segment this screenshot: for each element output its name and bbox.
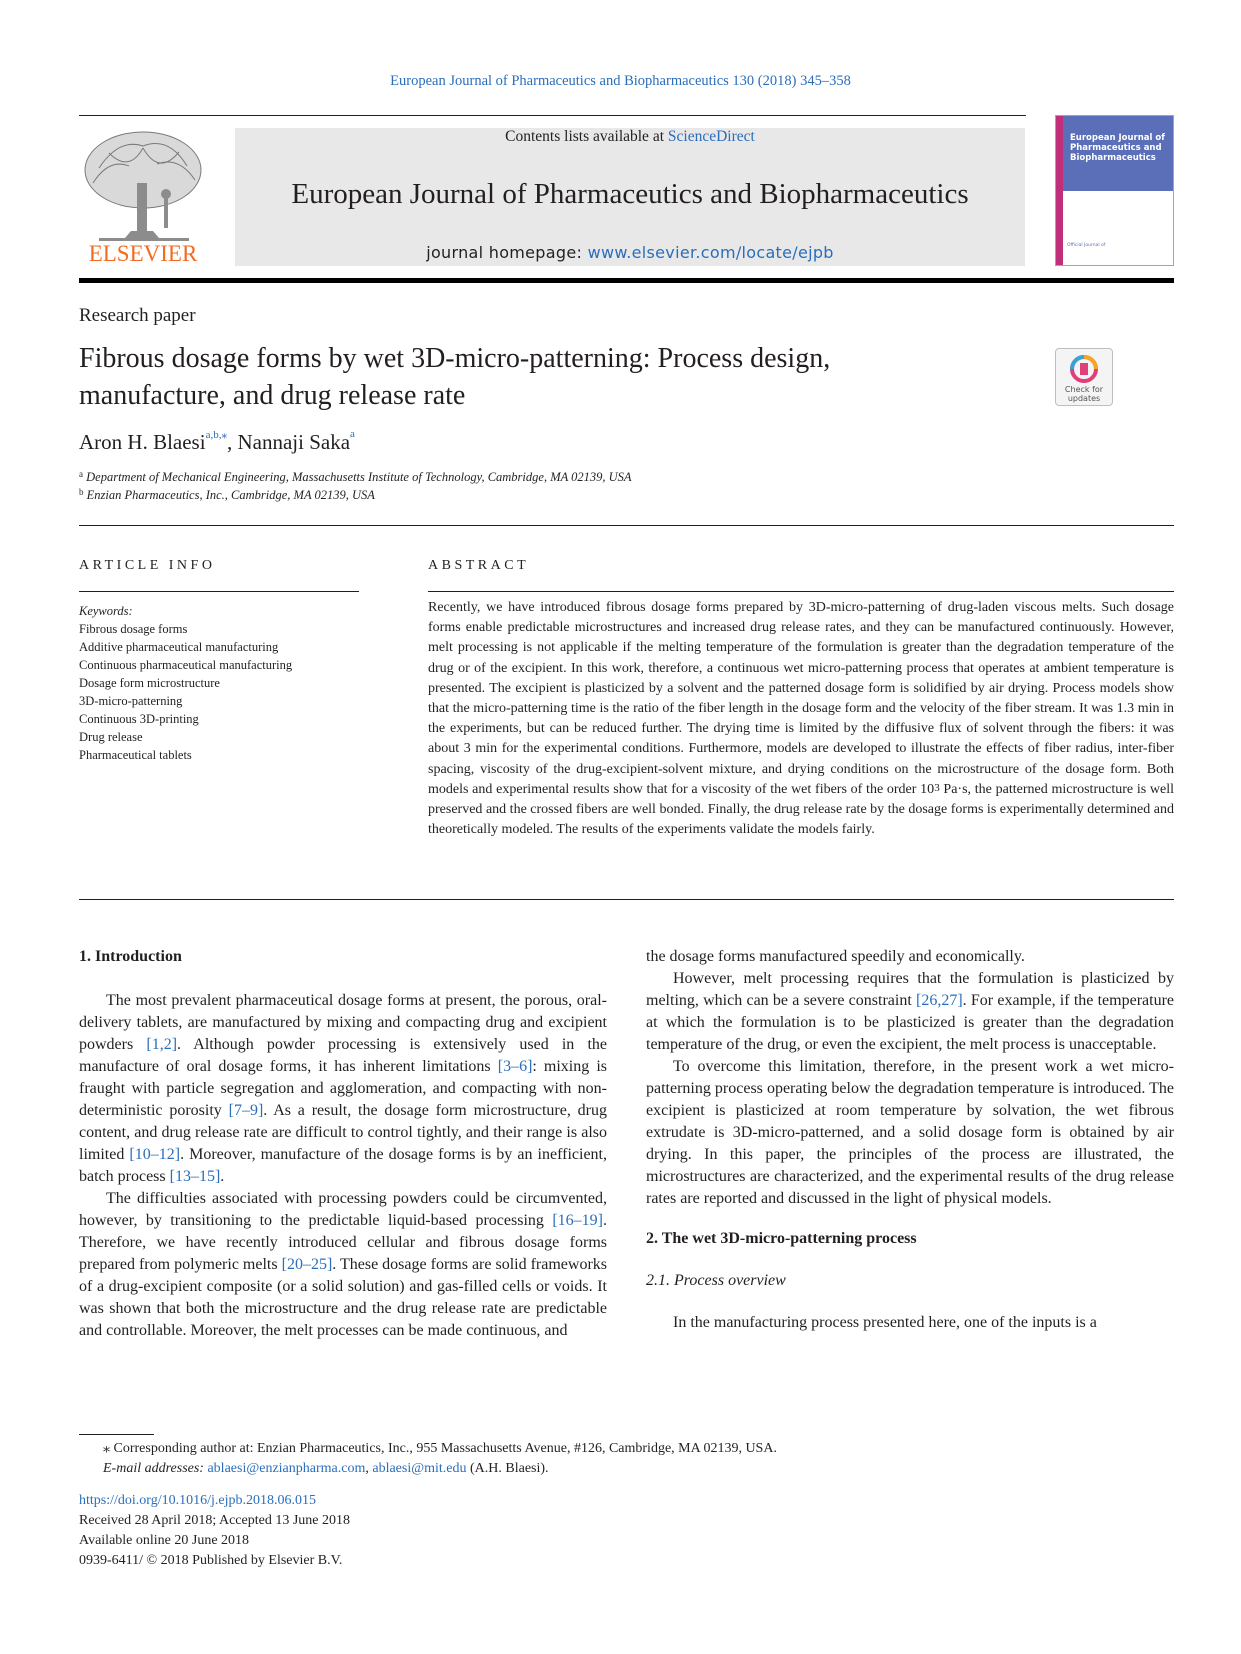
doi-link[interactable]: https://doi.org/10.1016/j.ejpb.2018.06.015 bbox=[79, 1493, 316, 1508]
text: (A.H. Blaesi). bbox=[466, 1461, 549, 1476]
citation-link[interactable]: [10–12] bbox=[129, 1146, 181, 1163]
affiliation-mark: a bbox=[79, 469, 83, 479]
text: . Therefore, we have recently introduced cellular and fibrous dosage forms prepared from polymeric melts bbox=[79, 1212, 607, 1273]
paragraph bbox=[646, 968, 1174, 1056]
abstract-heading: ABSTRACT bbox=[428, 558, 530, 573]
divider bbox=[79, 525, 1174, 526]
spacer bbox=[79, 968, 607, 990]
paragraph bbox=[79, 1188, 607, 1342]
section-heading: 2. The wet 3D-micro-patterning process bbox=[646, 1230, 917, 1247]
keyword-item: Additive pharmaceutical manufacturing bbox=[79, 640, 279, 654]
citation-link[interactable]: [1,2] bbox=[146, 1036, 178, 1053]
affiliation-text: Department of Mechanical Engineering, Massachusetts Institute of Technology, Cambridge, MA 02139, USA bbox=[86, 470, 632, 484]
journal-citation[interactable]: European Journal of Pharmaceutics and Biopharmaceutics 130 (2018) 345–358 bbox=[390, 73, 851, 89]
contents-prefix: Contents lists available at bbox=[505, 128, 668, 145]
affiliation-a bbox=[79, 470, 632, 485]
copyright: 0939-6411/ © 2018 Published by Elsevier B.V. bbox=[79, 1553, 343, 1568]
author-marks[interactable]: a bbox=[350, 428, 355, 440]
body-column-left bbox=[79, 946, 607, 1342]
journal-cover-thumbnail[interactable] bbox=[1055, 115, 1174, 266]
keyword-item: Continuous pharmaceutical manufacturing bbox=[79, 658, 293, 672]
section-heading: 1. Introduction bbox=[79, 948, 182, 965]
journal-title: European Journal of Pharmaceutics and Biopharmaceutics bbox=[291, 178, 969, 210]
keywords-block bbox=[79, 602, 379, 764]
paragraph: In the manufacturing process presented here, one of the inputs is a bbox=[673, 1314, 1097, 1331]
header-rule bbox=[79, 115, 1026, 116]
text: . bbox=[220, 1168, 225, 1185]
title-line-2: manufacture, and drug release rate bbox=[79, 380, 466, 411]
body-column-right bbox=[646, 946, 1174, 1334]
author-list bbox=[79, 430, 355, 455]
affiliation-text: Enzian Pharmaceutics, Inc., Cambridge, MA 02139, USA bbox=[86, 488, 375, 502]
article-title bbox=[79, 340, 979, 414]
affiliation-mark: b bbox=[79, 487, 84, 497]
corresponding-text: Corresponding author at: Enzian Pharmaceutics, Inc., 955 Massachusetts Avenue, #126, Cambridge, MA 02139, USA. bbox=[110, 1441, 777, 1456]
text: : mixing is fraught with particle segregation and agglomeration, and compacting with non-deterministic porosity bbox=[79, 1058, 608, 1119]
author-marks[interactable]: a,b,⁎ bbox=[205, 429, 227, 441]
header-thick-rule bbox=[79, 278, 1174, 283]
text: . For example, if the temperature at which the formulation is to be plasticized is greater than the degradation temperature of the drug, or even the excipient, the melt process is unacceptable. bbox=[646, 992, 1175, 1053]
publication-info bbox=[79, 1491, 350, 1571]
author-name[interactable]: Aron H. Blaesi bbox=[79, 430, 206, 454]
text: . Although powder processing is extensively used in the manufacture of oral dosage forms, it has inherent limitations bbox=[79, 1036, 607, 1075]
abstract-superscript: 3 bbox=[934, 781, 940, 794]
homepage-line bbox=[235, 243, 1025, 262]
keyword-item: Drug release bbox=[79, 730, 143, 744]
received-date: Received 28 April 2018; Accepted 13 June 2018 bbox=[79, 1513, 350, 1528]
abstract-part: Recently, we have introduced fibrous dosage forms prepared by 3D-micro-patterning of drug-laden viscous melts. Such dosage forms enable predictable microstructures and increased drug release rates, and they can be manufactured continuously. However, melt processing is not applicable if the melting temperature of the formulation is greater than the degradation temperature of the drug or of the excipient. In this work, therefore, a continuous wet micro-patterning process that operates at ambient temperature is presented. The excipient is plasticized by a solvent and the patterned dosage form is solidified by air drying. Process models show that the micro-patterning time is the ratio of the fiber length in the dosage form and the velocity of the fiber stream. It was 1.3 min in the experiments, but can be reduced further. The drying time is limited by the diffusive flux of solvent through the fibers: it was about 3 min for the experimental conditions. Furthermore, models are developed to illustrate the effects of fiber radius, inter-fiber spacing, viscosity of the drug-excipient-solvent mixture, and drying conditions on the microstructure of the dosage form. Both models and experimental results show that for a viscosity of the wet fibers of the order 10 bbox=[428, 600, 1174, 797]
text: . These dosage forms are solid frameworks of a drug-excipient composite (or a solid solution) and gas-filled cells or voids. It was shown that both the microstructure and the drug release rate are predictable and controllable. Moreover, the melt processes can be made continuous, and bbox=[79, 1256, 608, 1339]
keyword-item: Fibrous dosage forms bbox=[79, 622, 188, 636]
spacer bbox=[646, 1292, 1174, 1312]
email-link[interactable]: ablaesi@enzianpharma.com bbox=[207, 1461, 366, 1476]
svg-text:ELSEVIER: ELSEVIER bbox=[88, 241, 198, 266]
spacer bbox=[646, 1210, 1174, 1228]
citation-link[interactable]: [13–15] bbox=[169, 1168, 221, 1185]
homepage-prefix: journal homepage: bbox=[426, 243, 588, 262]
citation-link[interactable]: [20–25] bbox=[281, 1256, 333, 1273]
article-info-heading: ARTICLE INFO bbox=[79, 558, 216, 573]
abstract-text bbox=[428, 598, 1174, 840]
homepage-link[interactable]: www.elsevier.com/locate/ejpb bbox=[587, 243, 834, 262]
email-label: E-mail addresses: bbox=[103, 1461, 204, 1476]
available-date: Available online 20 June 2018 bbox=[79, 1533, 250, 1548]
corresponding-author-note bbox=[79, 1439, 1174, 1459]
check-updates-icon bbox=[1070, 355, 1098, 383]
cover-strip bbox=[1056, 116, 1063, 266]
separator: , bbox=[365, 1461, 373, 1476]
citation-link[interactable]: [3–6] bbox=[497, 1058, 533, 1075]
cover-footer: Official Journal of bbox=[1067, 243, 1106, 248]
text: . Moreover, manufacture of the dosage forms is by an inefficient, batch process bbox=[79, 1146, 608, 1185]
sciencedirect-link[interactable]: ScienceDirect bbox=[667, 128, 755, 145]
divider bbox=[428, 591, 1174, 592]
footnote-mark: ⁎ bbox=[103, 1441, 110, 1456]
title-line-1: Fibrous dosage forms by wet 3D-micro-patterning: Process design, bbox=[79, 343, 831, 374]
keyword-item: 3D-micro-patterning bbox=[79, 694, 183, 708]
contents-line bbox=[235, 128, 1025, 146]
text: The most prevalent pharmaceutical dosage forms at present, the porous, oral-delivery tablets, are manufactured by mixing and compacting drug and excipient powders bbox=[79, 992, 607, 1053]
email-link[interactable]: ablaesi@mit.edu bbox=[372, 1461, 467, 1476]
elsevier-tree-icon bbox=[79, 128, 207, 266]
citation-link[interactable]: [26,27] bbox=[916, 992, 963, 1009]
paragraph bbox=[79, 990, 607, 1188]
subsection-heading: 2.1. Process overview bbox=[646, 1272, 786, 1289]
author-separator: , bbox=[226, 430, 238, 454]
spacer bbox=[646, 1250, 1174, 1270]
email-line bbox=[79, 1459, 1174, 1479]
footnote-rule bbox=[79, 1434, 154, 1435]
paragraph-continued: the dosage forms manufactured speedily and economically. bbox=[646, 948, 1025, 965]
citation-link[interactable]: [16–19] bbox=[552, 1212, 603, 1229]
abstract-part: Pa·s, the patterned microstructure is well preserved and the crossed fibers are well bonded. Finally, the drug release rate by the dosage forms is experimentally determined and theoretically modeled. The results of the experiments validate the models fairly. bbox=[428, 781, 1175, 838]
footnote bbox=[79, 1439, 1174, 1479]
divider bbox=[79, 591, 359, 592]
elsevier-logo[interactable] bbox=[79, 128, 207, 266]
keywords-label: Keywords: bbox=[79, 604, 133, 618]
text: The difficulties associated with processing powders could be circumvented, however, by transitioning to the predictable liquid-based processing bbox=[79, 1190, 607, 1229]
affiliation-b bbox=[79, 488, 375, 503]
check-for-updates-button[interactable] bbox=[1055, 348, 1113, 406]
keyword-item: Pharmaceutical tablets bbox=[79, 748, 192, 762]
text: However, melt processing requires that the formulation is plasticized by melting, which can be a severe constraint bbox=[646, 970, 1174, 1009]
paragraph: To overcome this limitation, therefore, in the present work a wet micro-patterning process operating below the degradation temperature is introduced. The excipient is plasticized at room temperature by solvation, the wet fibrous extrudate is 3D-micro-patterned, and a solid dosage form is obtained by air drying. In this paper, the principles of the process are illustrated, the microstructures are characterized, and the experimental results of the drug release rates are reported and discussed in the light of physical models. bbox=[646, 1058, 1174, 1207]
article-type: Research paper bbox=[79, 305, 196, 326]
divider bbox=[79, 899, 1174, 900]
citation-link[interactable]: [7–9] bbox=[228, 1102, 264, 1119]
keyword-item: Dosage form microstructure bbox=[79, 676, 220, 690]
keyword-item: Continuous 3D-printing bbox=[79, 712, 199, 726]
text: . As a result, the dosage form microstructure, drug content, and drug release rate are difficult to control tightly, and their range is also limited bbox=[79, 1102, 608, 1163]
cover-title: European Journal of Pharmaceutics and Biopharmaceutics bbox=[1070, 133, 1165, 163]
check-updates-label: Check for updates bbox=[1064, 385, 1104, 403]
author-name[interactable]: Nannaji Saka bbox=[237, 430, 351, 454]
